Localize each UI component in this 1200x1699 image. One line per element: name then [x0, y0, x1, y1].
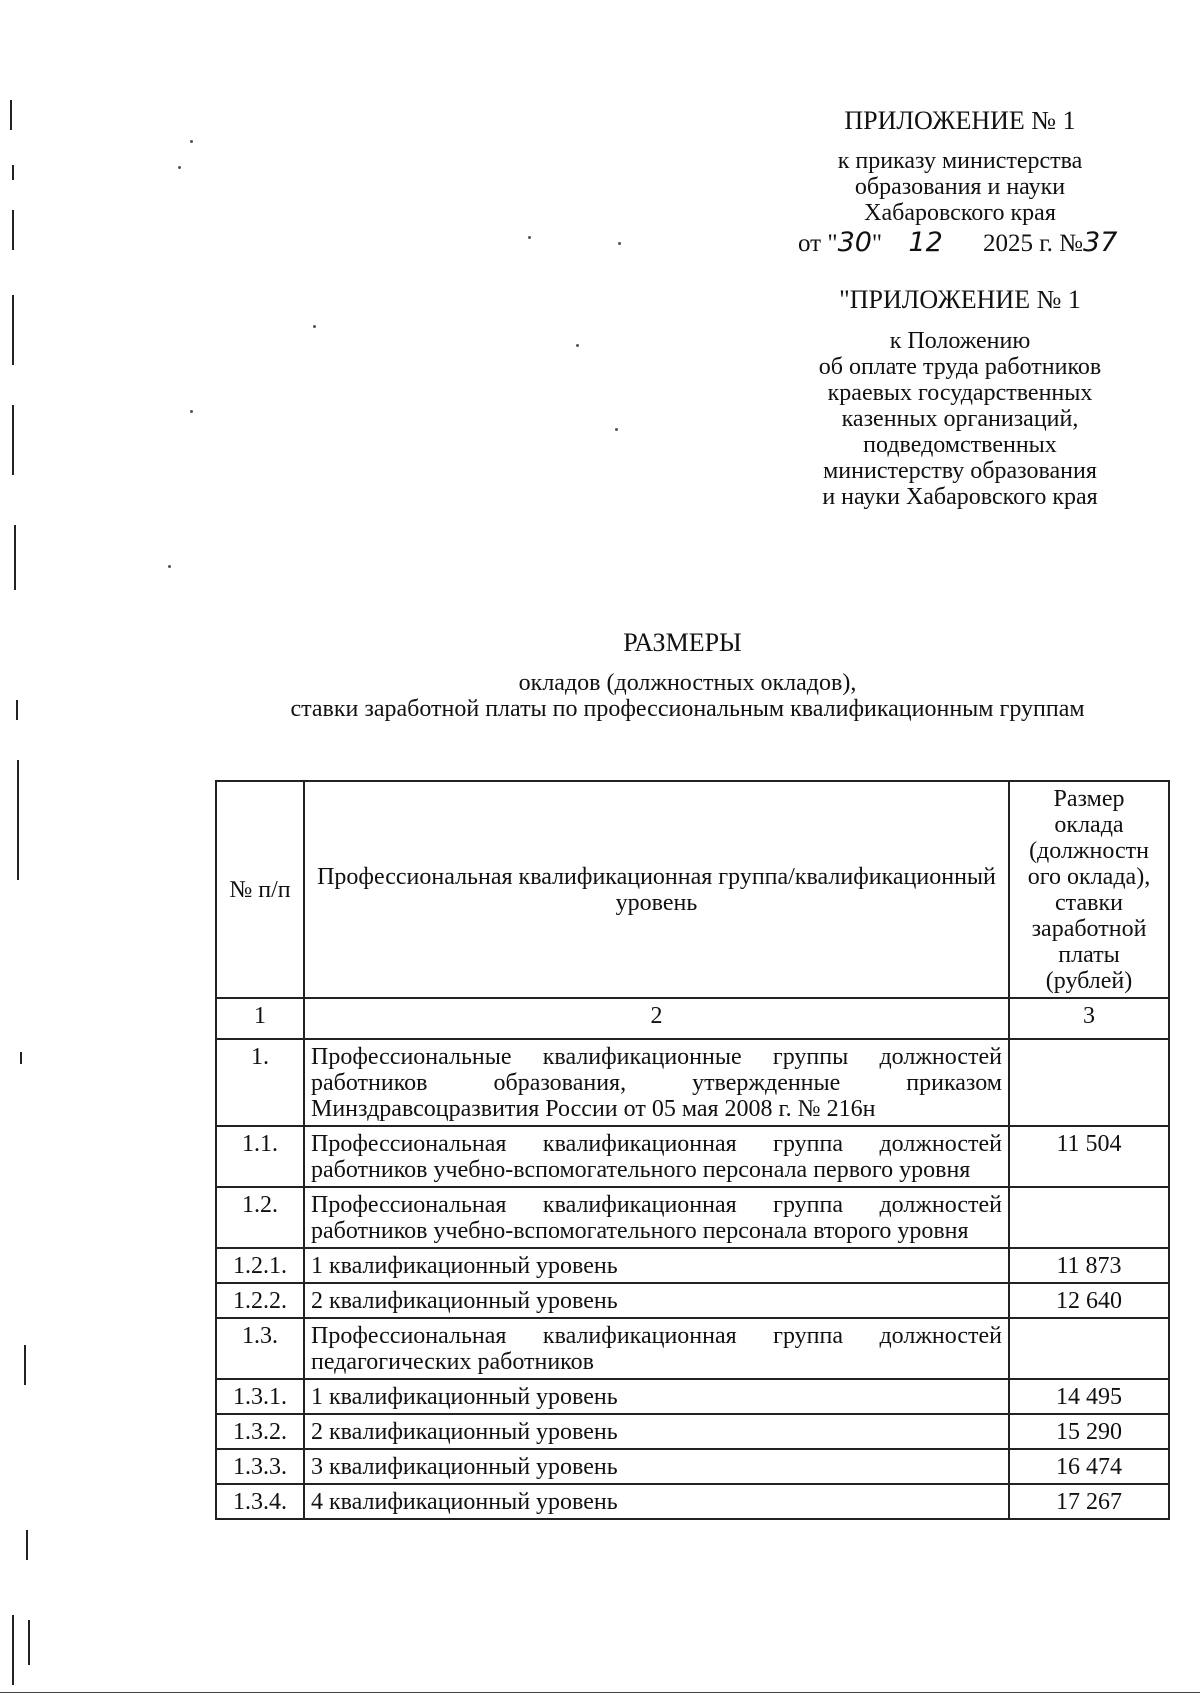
scan-mark — [20, 1052, 22, 1064]
scan-speck — [576, 344, 579, 347]
date-month-handwritten: 12 — [908, 227, 943, 258]
row-num: 1.2. — [216, 1187, 304, 1248]
scan-mark — [12, 210, 14, 250]
row-num: 1.3.4. — [216, 1484, 304, 1519]
row-name: 3 квалификационный уровень — [304, 1449, 1009, 1484]
appendix1-subtitle — [760, 148, 1160, 226]
scan-speck — [615, 428, 618, 431]
row-num: 1.3.1. — [216, 1379, 304, 1414]
row-name: Профессиональные квалификационные группы должностей работников образования, утвержденные приказом Минздравсоцразвития России от 05 мая 2008 г. № 216н — [304, 1039, 1009, 1126]
scan-speck — [190, 140, 193, 143]
order-date-line — [798, 228, 1158, 259]
table-header-row — [216, 781, 1169, 998]
table-row — [216, 1379, 1169, 1414]
scan-speck — [168, 565, 171, 568]
row-value — [1009, 1039, 1169, 1126]
table-row — [216, 1126, 1169, 1187]
table-row — [216, 1187, 1169, 1248]
date-year: 2025 г. № — [983, 230, 1084, 257]
scan-bottom-edge — [0, 1692, 1200, 1693]
index-cell: 2 — [304, 998, 1009, 1039]
row-num: 1.3.2. — [216, 1414, 304, 1449]
document-title: РАЗМЕРЫ — [623, 628, 742, 657]
table-row — [216, 1039, 1169, 1126]
scan-speck — [528, 236, 531, 239]
salary-table — [215, 780, 1170, 1520]
scan-mark — [26, 1530, 28, 1560]
row-value — [1009, 1318, 1169, 1379]
scan-mark — [12, 295, 14, 365]
appendix2-title: "ПРИЛОЖЕНИЕ № 1 — [839, 285, 1081, 314]
table-row — [216, 1248, 1169, 1283]
scan-mark — [12, 405, 14, 475]
row-name: Профессиональная квалификационная группа должностей педагогических работников — [304, 1318, 1009, 1379]
appendix2-line: и науки Хабаровского края — [822, 484, 1098, 510]
row-value: 11 873 — [1009, 1248, 1169, 1283]
index-cell: 1 — [216, 998, 304, 1039]
appendix2-line: подведомственных — [863, 432, 1057, 458]
table-row — [216, 1318, 1169, 1379]
subtitle-line: ставки заработной платы по профессиональным квалификационным группам — [290, 696, 1085, 722]
appendix2-line: краевых государственных — [827, 380, 1093, 406]
date-sep: " — [871, 230, 883, 257]
appendix1-line: Хабаровского края — [864, 200, 1056, 226]
header-value: Размер оклада (должностн ого оклада), ставки заработной платы (рублей) — [1009, 781, 1169, 998]
table-row — [216, 1484, 1169, 1519]
row-value: 12 640 — [1009, 1283, 1169, 1318]
scan-speck — [313, 325, 316, 328]
table-row — [216, 1283, 1169, 1318]
appendix1-line: к приказу министерства — [837, 148, 1083, 174]
table-row — [216, 1449, 1169, 1484]
row-name: Профессиональная квалификационная группа должностей работников учебно-вспомогательного персонала второго уровня — [304, 1187, 1009, 1248]
row-name: Профессиональная квалификационная группа должностей работников учебно-вспомогательного персонала первого уровня — [304, 1126, 1009, 1187]
header-name: Профессиональная квалификационная группа/квалификационный уровень — [304, 781, 1009, 998]
row-num: 1.3.3. — [216, 1449, 304, 1484]
appendix2-line: об оплате труда работников — [818, 354, 1102, 380]
order-number-handwritten: 37 — [1083, 227, 1118, 258]
scan-mark — [24, 1345, 26, 1385]
appendix2-line: казенных организаций, — [841, 406, 1079, 432]
scan-mark — [12, 1615, 14, 1685]
row-value — [1009, 1187, 1169, 1248]
row-name: 1 квалификационный уровень — [304, 1248, 1009, 1283]
table-row — [216, 1414, 1169, 1449]
row-num: 1.1. — [216, 1126, 304, 1187]
appendix1-title: ПРИЛОЖЕНИЕ № 1 — [844, 106, 1076, 135]
date-prefix: от " — [798, 230, 838, 257]
appendix2-line: к Положению — [889, 328, 1031, 354]
subtitle-line: окладов (должностных окладов), — [518, 670, 857, 696]
row-value: 16 474 — [1009, 1449, 1169, 1484]
header-num: № п/п — [216, 781, 304, 998]
row-num: 1.2.2. — [216, 1283, 304, 1318]
index-cell: 3 — [1009, 998, 1169, 1039]
row-name: 4 квалификационный уровень — [304, 1484, 1009, 1519]
appendix2-line: министерству образования — [823, 458, 1097, 484]
document-subtitle — [200, 670, 1175, 722]
scan-speck — [618, 242, 621, 245]
row-value: 14 495 — [1009, 1379, 1169, 1414]
appendix2-subtitle — [760, 328, 1160, 510]
row-value: 15 290 — [1009, 1414, 1169, 1449]
scan-mark — [16, 700, 18, 720]
row-num: 1.3. — [216, 1318, 304, 1379]
row-value: 17 267 — [1009, 1484, 1169, 1519]
scan-mark — [12, 165, 14, 180]
scan-mark — [14, 525, 16, 590]
scan-mark — [10, 100, 12, 130]
scan-speck — [178, 166, 181, 169]
date-day-handwritten: 30 — [837, 227, 872, 258]
row-value: 11 504 — [1009, 1126, 1169, 1187]
row-num: 1. — [216, 1039, 304, 1126]
row-name: 1 квалификационный уровень — [304, 1379, 1009, 1414]
scan-speck — [190, 410, 193, 413]
scan-mark — [28, 1620, 30, 1665]
scan-mark — [17, 760, 19, 880]
appendix1-line: образования и науки — [854, 174, 1066, 200]
row-name: 2 квалификационный уровень — [304, 1283, 1009, 1318]
row-num: 1.2.1. — [216, 1248, 304, 1283]
index-row — [216, 998, 1169, 1039]
row-name: 2 квалификационный уровень — [304, 1414, 1009, 1449]
